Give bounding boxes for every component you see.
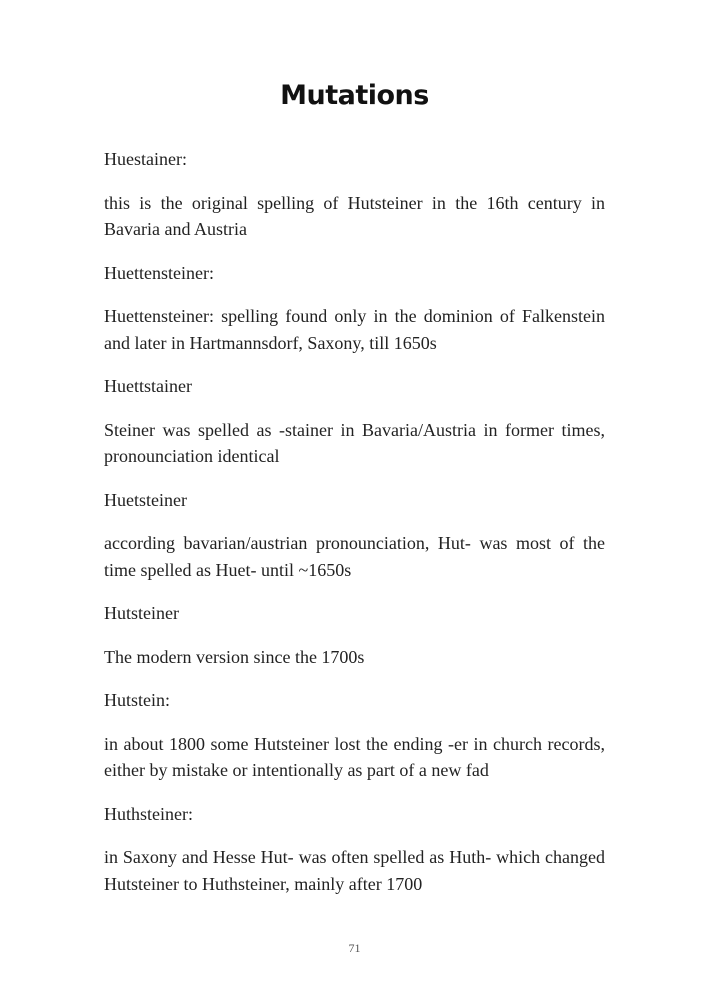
page-number: 71	[348, 941, 361, 955]
entry-description: this is the original spelling of Hutsteiner in the 16th century in Bavaria and Austria	[104, 192, 605, 239]
mutations-list	[104, 146, 605, 914]
entry-term: Huettstainer	[104, 376, 192, 396]
entry-description: in about 1800 some Hutsteiner lost the ending -er in church records, either by mistake or intentionally as part of a new fad	[104, 733, 605, 780]
entry-description: in Saxony and Hesse Hut- was often spelled as Huth- which changed Hutsteiner to Huthsteiner, mainly after 1700	[104, 847, 605, 894]
entry-term: Huestainer:	[104, 149, 187, 169]
entry-term: Huthsteiner:	[104, 803, 193, 824]
entry-term: Hutsteiner	[104, 603, 179, 623]
entry-description: The modern version since the 1700s	[104, 646, 365, 667]
entry-description: Steiner was spelled as -stainer in Bavaria/Austria in former times, pronounciation identical	[104, 419, 605, 466]
entry-description: according bavarian/austrian pronounciation, Hut- was most of the time spelled as Huet- until ~1650s	[104, 533, 605, 580]
page-title: Mutations	[280, 80, 429, 111]
entry-term: Hutstein:	[104, 690, 170, 710]
entry-term: Huetsteiner	[104, 489, 187, 510]
entry-description: Huettensteiner: spelling found only in the dominion of Falkenstein and later in Hartmannsdorf, Saxony, till 1650s	[104, 306, 605, 353]
entry-term: Huettensteiner:	[104, 262, 214, 283]
